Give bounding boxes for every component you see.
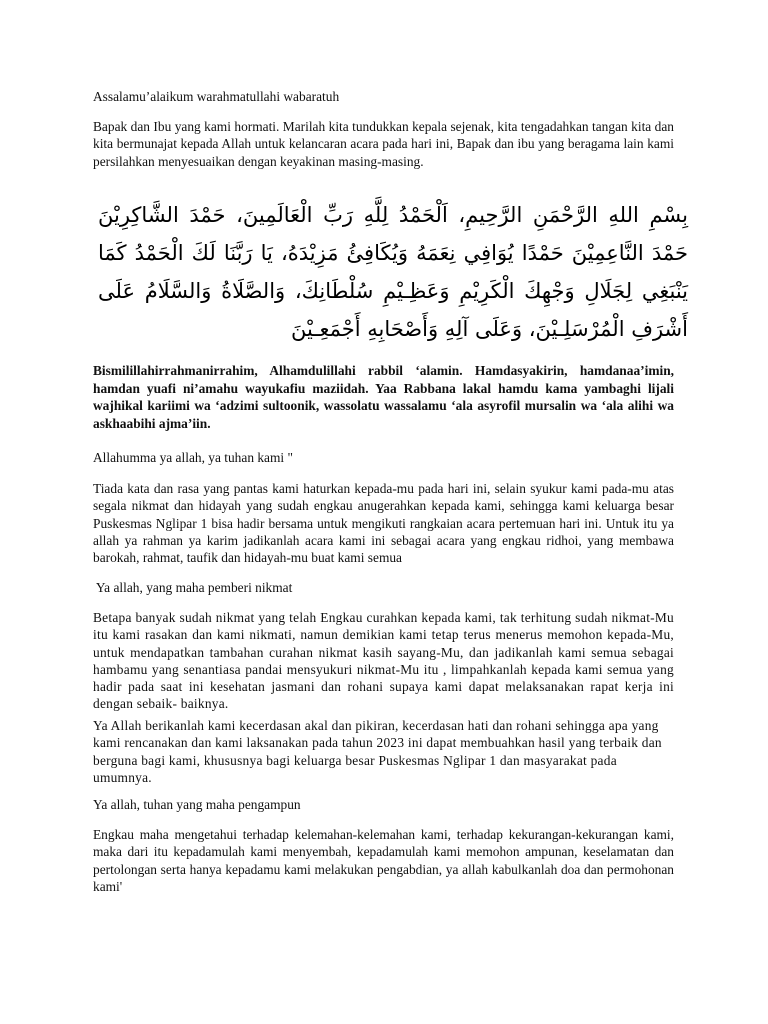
greeting-line: Assalamu’alaikum warahmatullahi wabaratuh (93, 89, 340, 104)
opening-paragraph: Bapak dan Ibu yang kami hormati. Marilah kita tundukkan kepala sejenak, kita tengadahkan tangan kita dan kita bermunajat kepada Allah untuk kelancaran acara pada hari ini, Bapak dan ibu yang beragama lain kami persilahkan menyesuaikan dengan keyakinan masing-masing. (93, 119, 674, 169)
body-paragraph-4: Engkau maha mengetahui terhadap kelemahan-kelemahan kami, terhadap kekurangan-kekurangan kami, maka dari itu kepadamulah kami menyembah, kepadamulah kami memohon ampunan, keselamatan dan pertolongan serta hanya kepadamu kami melakukan pengabdian, ya allah kabulkanlah doa dan permohonan kami' (93, 827, 674, 894)
body-paragraph-2: Betapa banyak sudah nikmat yang telah Engkau curahkan kepada kami, tak terhitung sudah nikmat-Mu itu kami rasakan dan kami nikmati, namun demikian kami tetap terus menerus memohon kepada-Mu, untuk mendapatkan tambahan curahan nikmat kasih sayang-Mu, dan jadikanlah kami semua sebagai hambamu yang senantiasa pandai mensyukuri nikmat-Mu itu , limpahkanlah kepada kami semua yang hadir pada saat ini kesehatan jasmani dan rohani supaya kami dapat melaksanakan rapat kerja ini dengan sebaik- baiknya. (93, 610, 674, 712)
body-paragraph-1: Tiada kata dan rasa yang pantas kami haturkan kepada-mu pada hari ini, selain syukur kami pada-mu atas segala nikmat dan hidayah yang sudah engkau anugerahkan kepada kami, sehingga kami keluarga besar Puskesmas Nglipar 1 bisa hadir bersama untuk mengikuti rangkaian acara pertemuan hari ini. Untuk itu ya allah ya rahman ya karim jadikanlah acara kami ini sebagai acara yang engkau ridhoi, yang membawa barokah, rahmat, taufik dan hidayah-mu buat kami semua (93, 481, 674, 566)
transliteration-paragraph: Bismilillahirrahmanirrahim, Alhamdulillahi rabbil ‘alamin. Hamdasyakirin, hamdanaa’imin, hamdan yuafi ni’amahu wayukafiu maziidah. Yaa Rabbana lakal hamdu kama yambaghi lijali wajhikal kariimi wa ‘adzimi sultoonik, wassolatu wassalamu ‘ala asyrofil mursalin wa ‘ala alihi wa askhaabihi ajma’iin. (93, 363, 674, 431)
arabic-prayer: بِسْمِ اللهِ الرَّحْمَنِ الرَّحِيمِ، اَلْحَمْدُ لِلَّهِ رَبِّ الْعَالَمِينَ، حَمْدَ الشَّاكِرِيْنَ حَمْدَ النَّاعِمِيْنَ حَمْدًا يُوَافِي نِعَمَهُ وَيُكَافِئُ مَزِيْدَهُ، يَا رَبَّنَا لَكَ الْحَمْدُ كَمَا يَنْبَغِي لِجَلَالِ وَجْهِكَ الْكَرِيْمِ وَعَظِـيْمِ سُلْطَانِكَ، وَالصَّلَاةُ وَالسَّلَامُ عَلَى أَشْرَفِ الْمُرْسَلِـيْنَ، وَعَلَى آلِهِ وَأَصْحَابِهِ أَجْمَعِـيْنَ (98, 203, 688, 341)
invocation-heading-2: Ya allah, yang maha pemberi nikmat (93, 580, 293, 595)
body-paragraph-3: Ya Allah berikanlah kami kecerdasan akal dan pikiran, kecerdasan hati dan rohani sehingga apa yang kami rencanakan dan kami laksanakan pada tahun 2023 ini dapat membuahkan hasil yang terbaik dan berguna bagi kami, khususnya bagi keluarga besar Puskesmas Nglipar 1 dan masyarakat pada umumnya. (93, 718, 662, 785)
invocation-heading-3: Ya allah, tuhan yang maha pengampun (93, 797, 301, 812)
invocation-heading-1: Allahumma ya allah, ya tuhan kami " (93, 450, 293, 465)
